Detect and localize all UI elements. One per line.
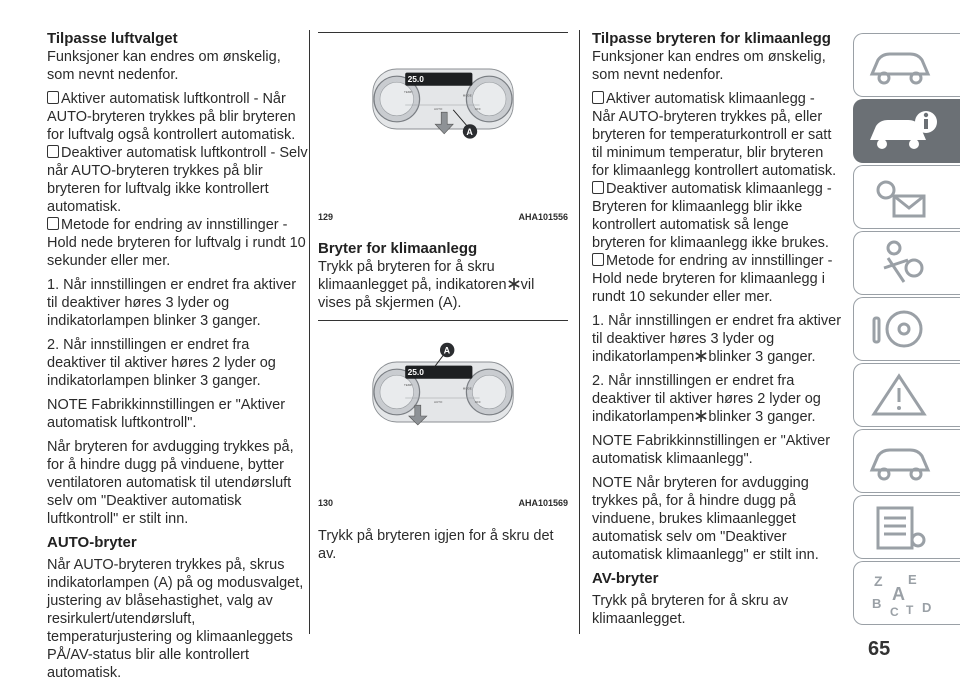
document-list-icon <box>864 502 934 552</box>
chapter-tab-specs[interactable] <box>853 495 960 559</box>
step-2: 2. Når innstillingen er endret fra deaktiver til aktiver høres 2 lyder og indikatorlampen blinker 3 ganger. <box>592 373 821 425</box>
svg-text:AUTO: AUTO <box>434 106 443 111</box>
bullet-disable-auto-ac: Deaktiver automatisk klimaanlegg - Bryteren for klimaanlegg blir ikke kontrollert automatisk så lenge bryteren for klimaanlegg ikke brukes. <box>592 181 832 251</box>
svg-text:D: D <box>922 600 932 615</box>
svg-text:C: C <box>890 605 899 618</box>
svg-text:A: A <box>466 127 473 137</box>
car-info-icon <box>864 106 944 156</box>
svg-text:TEMP: TEMP <box>404 90 413 94</box>
svg-text:TEMP: TEMP <box>404 383 413 387</box>
bullet-change-method: Metode for endring av innstillinger - Hold nede bryteren for luftvalg i rundt 10 sekunder eller mer. <box>47 217 306 269</box>
svg-text:A: A <box>443 345 451 356</box>
column-3 <box>592 30 842 628</box>
chapter-tab-maintenance[interactable] <box>853 429 960 493</box>
panel-display-text: 25.0 <box>407 74 424 85</box>
svg-text:AUTO: AUTO <box>434 399 443 404</box>
ac-off-text: Trykk på bryteren igjen for å skru det av. <box>318 528 554 562</box>
heading-ac-switch: Bryter for klimaanlegg <box>318 240 478 257</box>
heading-air-selection: Tilpasse luftvalget <box>47 30 178 47</box>
bullet-disable-auto-air: Deaktiver automatisk luftkontroll - Selv når AUTO-bryteren trykkes på blir bryteren for luftvalg ikke kontrollert automatisk. <box>47 145 308 215</box>
step-1: 1. Når innstillingen er endret fra aktiver til deaktiver høres 3 lyder og indikatorlampen blinker 3 ganger. <box>592 313 842 365</box>
bullet-enable-auto-air: Aktiver automatisk luftkontroll - Når AUTO-bryteren trykkes på blir bryteren for luftvalg også kontrollert automatisk. <box>47 91 296 143</box>
heading-ac-customize: Tilpasse bryteren for klimaanlegg <box>592 30 831 47</box>
ac-indicator-icon <box>507 277 521 291</box>
chapter-tab-lights[interactable] <box>853 165 960 229</box>
page-number: 65 <box>868 638 891 660</box>
checkbox-icon <box>592 181 604 194</box>
warning-triangle-icon <box>864 370 934 420</box>
ac-off-text-wrap <box>318 527 568 563</box>
heading-auto-switch: AUTO-bryter <box>47 534 137 551</box>
climate-panel-image <box>318 338 568 428</box>
step-1: 1. Når innstillingen er endret fra aktiver til deaktiver høres 3 lyder og indikatorlampen blinker 3 ganger. <box>47 277 297 329</box>
ac-indicator-icon <box>694 409 708 423</box>
step-2: 2. Når innstillingen er endret fra deaktiver til aktiver høres 2 lyder og indikatorlampen blinker 3 ganger. <box>47 337 276 389</box>
off-switch-text: Trykk på bryteren for å skru av klimaanlegget. <box>592 593 789 627</box>
chapter-tab-info[interactable] <box>853 99 960 163</box>
svg-text:MODE: MODE <box>462 386 472 391</box>
svg-text:Z: Z <box>874 573 883 589</box>
car-outline-icon <box>864 40 934 90</box>
auto-switch-text: Når AUTO-bryteren trykkes på, skrus indikatorlampen (A) på og modusvalget, justering av blåsehastighet, valg av resirkulert/utendørsluft, temperaturjustering og klimaanleggets PÅ/AV-status blir alle kontrollert automatisk. <box>47 557 304 681</box>
svg-text:25.0: 25.0 <box>407 367 424 378</box>
note-defog: NOTE Når bryteren for avdugging trykkes på, for å hindre dugg på vinduene, brukes klimaanlegget automatisk selv om "Deaktiver automatisk klimaanlegg" er stilt inn. <box>592 475 819 563</box>
svg-text:T: T <box>906 603 914 617</box>
defog-text: Når bryteren for avdugging trykkes på, for å hindre dugg på vinduene, bytter ventilatoren automatisk til utendørsluft selv om "Deaktiver automatisk luftkontroll" er stilt inn. <box>47 439 294 527</box>
chapter-tab-safety[interactable] <box>853 231 960 295</box>
climate-panel-image <box>318 57 568 147</box>
chapter-tab-index[interactable] <box>853 561 960 625</box>
chapter-tab-emergency[interactable] <box>853 363 960 427</box>
column-divider <box>309 30 310 634</box>
note-factory-setting: NOTE Fabrikkinnstillingen er "Aktiver automatisk luftkontroll". <box>47 397 286 431</box>
svg-text:OFF: OFF <box>474 399 481 404</box>
note-factory-setting: NOTE Fabrikkinnstillingen er "Aktiver automatisk klimaanlegg". <box>592 433 831 467</box>
bullet-change-method: Metode for endring av innstillinger - Hold nede bryteren for klimaanlegg i rundt 10 sekunder eller mer. <box>592 253 833 305</box>
heading-off-switch: AV-bryter <box>592 570 659 587</box>
alphabet-index-icon <box>864 568 944 618</box>
checkbox-icon <box>47 91 59 104</box>
bullet-enable-auto-ac: Aktiver automatisk klimaanlegg - Når AUTO-bryteren trykkes på, eller bryteren for temperaturkontroll er satt til minimum temperatur, blir bryteren for klimaanlegg kontrollert automatisk. <box>592 91 837 179</box>
checkbox-icon <box>592 253 604 266</box>
figure-129: 25.0 TEMP MODE AUTO OFF A 129 AHA101556 <box>318 32 568 33</box>
column-divider <box>579 30 580 634</box>
svg-text:MODE: MODE <box>462 93 472 98</box>
intro-text: Funksjoner kan endres om ønskelig, som nevnt nedenfor. <box>592 49 826 83</box>
checkbox-icon <box>47 145 59 158</box>
svg-text:A: A <box>892 584 905 604</box>
figure-130: 25.0 TEMP MODE AUTO OFF A 130 AHA101569 <box>318 320 568 321</box>
svg-text:OFF: OFF <box>474 106 481 111</box>
checkbox-icon <box>592 91 604 104</box>
chapter-tab-vehicle[interactable] <box>853 33 960 97</box>
car-service-icon <box>864 436 934 486</box>
column-1 <box>47 30 309 682</box>
checkbox-icon <box>47 217 59 230</box>
svg-text:B: B <box>872 596 882 611</box>
light-envelope-icon <box>864 172 934 222</box>
airbag-person-icon <box>864 238 934 288</box>
steering-wheel-icon <box>864 304 934 354</box>
ac-indicator-icon <box>694 349 708 363</box>
intro-text: Funksjoner kan endres om ønskelig, som nevnt nedenfor. <box>47 49 281 83</box>
chapter-tab-driving[interactable] <box>853 297 960 361</box>
ac-switch-text: Trykk på bryteren for å skru klimaanlegget på, indikatoren vil vises på skjermen (A). <box>318 259 535 311</box>
column-2-text <box>318 240 568 312</box>
svg-text:E: E <box>908 572 917 587</box>
